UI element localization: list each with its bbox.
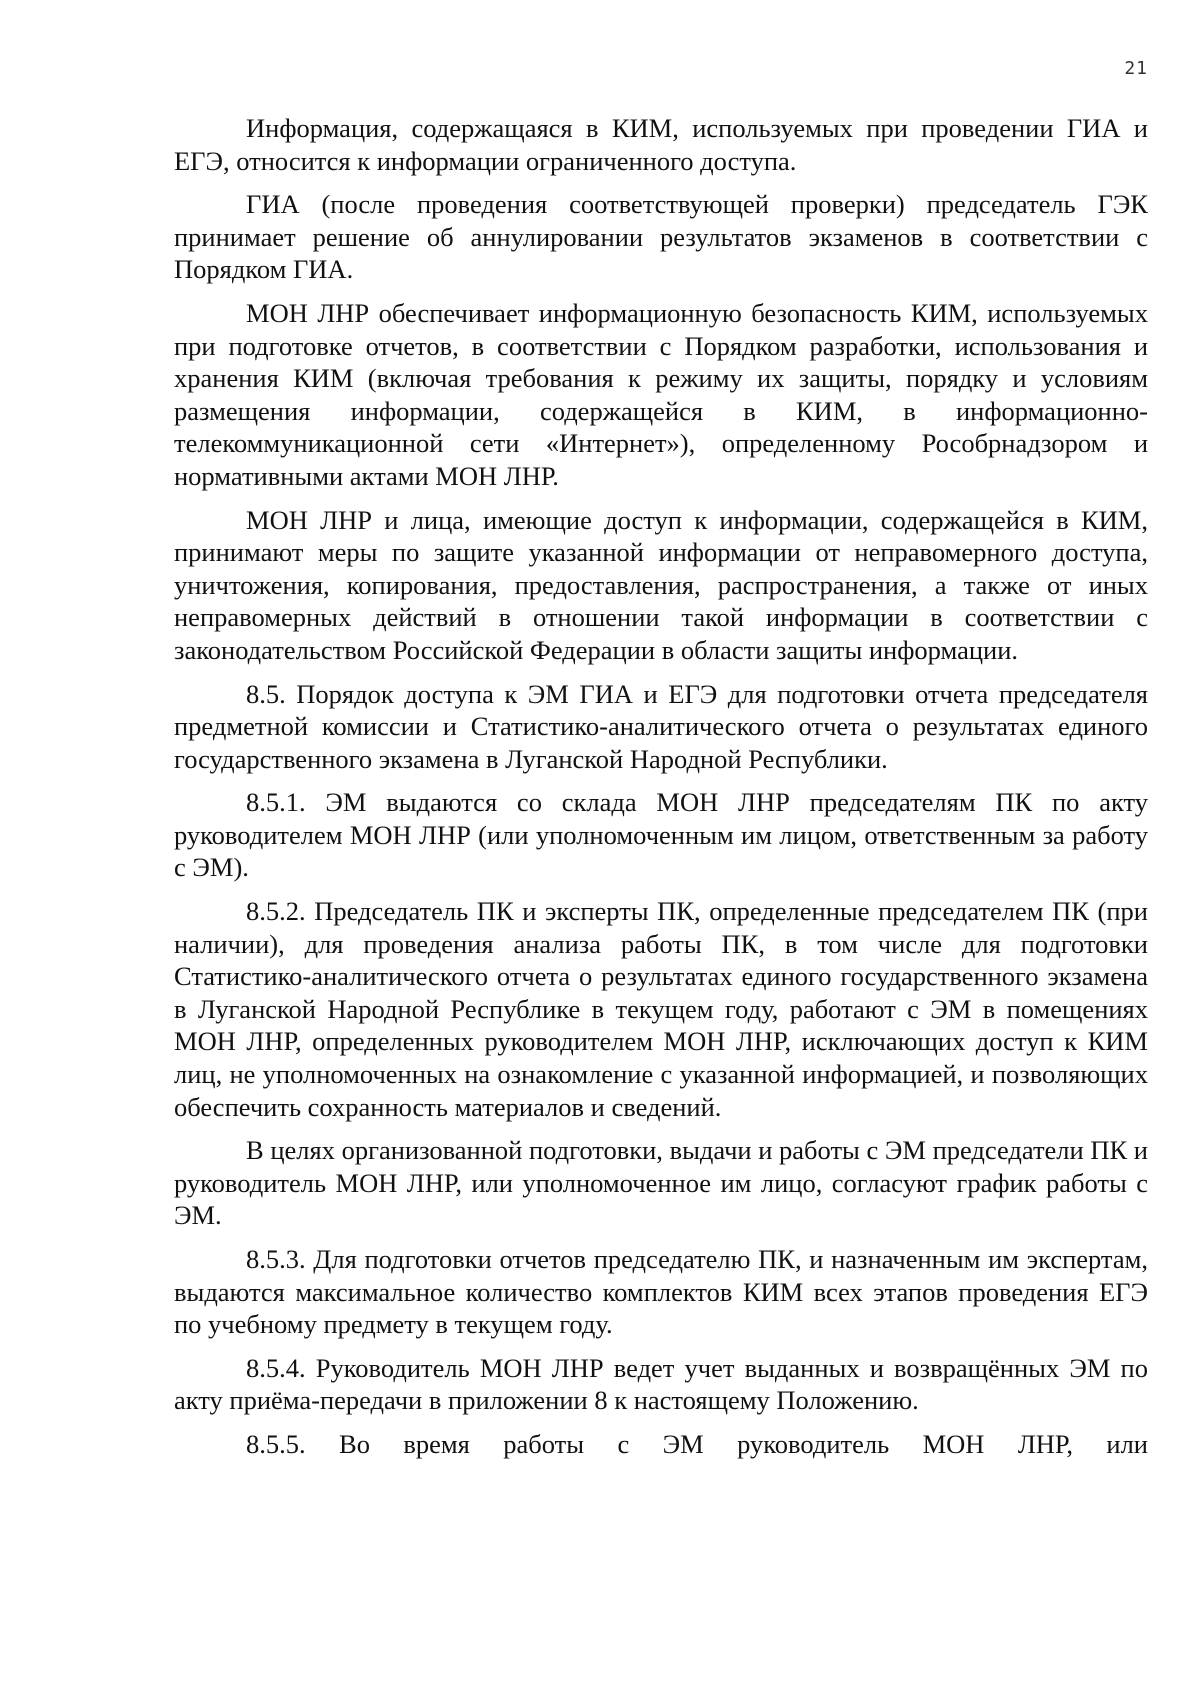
section-8-5-3: 8.5.3. Для подготовки отчетов председателю ПК, и назначенным им экспертам, выдаются максимальное количество комплектов КИМ всех этапов проведения ЕГЭ по учебному предмету в текущем году.	[174, 1244, 1148, 1340]
section-8-5-2: 8.5.2. Председатель ПК и эксперты ПК, определенные председателем ПК (при наличии), для проведения анализа работы ПК, в том числе для подготовки Статистико-аналитического отчета о результатах единого государственного экзамена в Луганской Народной Республике в текущем году, работают с ЭМ в помещениях МОН ЛНР, определенных руководителем МОН ЛНР, исключающих доступ к КИМ лиц, не уполномоченных на ознакомление с указанной информацией, и позволяющих обеспечить сохранность материалов и сведений.	[174, 896, 1148, 1122]
section-8-5-5: 8.5.5. Во время работы с ЭМ руководитель МОН ЛНР, или	[246, 1428, 1148, 1459]
paragraph-mon-security: МОН ЛНР обеспечивает информационную безопасность КИМ, используемых при подготовке отчетов, в соответствии с Порядком разработки, использования и хранения КИМ (включая требования к режиму их защиты, порядку и условиям размещения информации, содержащейся в КИМ, в информационно-телекоммуникационной сети «Интернет»), определенному Рособрнадзором и нормативными актами МОН ЛНР.	[174, 297, 1148, 491]
section-8-5-4: 8.5.4. Руководитель МОН ЛНР ведет учет выданных и возвращённых ЭМ по акту приёма-передачи в приложении 8 к настоящему Положению.	[174, 1352, 1148, 1416]
paragraph-gia-annulment: ГИА (после проведения соответствующей проверки) председатель ГЭК принимает решение об аннулировании результатов экзаменов в соответствии с Порядком ГИА.	[174, 189, 1148, 285]
paragraph-access-protection: МОН ЛНР и лица, имеющие доступ к информации, содержащейся в КИМ, принимают меры по защите указанной информации от неправомерного доступа, уничтожения, копирования, предоставления, распространения, а также от иных неправомерных действий в отношении такой информации в соответствии с законодательством Российской Федерации в области защиты информации.	[174, 504, 1148, 665]
page-number: 21	[1124, 58, 1148, 79]
paragraph-kim-restricted: Информация, содержащаяся в КИМ, используемых при проведении ГИА и ЕГЭ, относится к информации ограниченного доступа.	[174, 113, 1148, 176]
section-8-5: 8.5. Порядок доступа к ЭМ ГИА и ЕГЭ для подготовки отчета председателя предметной комиссии и Статистико-аналитического отчета о результатах единого государственного экзамена в Луганской Народной Республики.	[174, 678, 1148, 774]
document-body	[174, 112, 1148, 1472]
section-8-5-1: 8.5.1. ЭМ выдаются со склада МОН ЛНР председателям ПК по акту руководителем МОН ЛНР (или уполномоченным им лицом, ответственным за работу с ЭМ).	[174, 787, 1148, 883]
paragraph-schedule: В целях организованной подготовки, выдачи и работы с ЭМ председатели ПК и руководитель МОН ЛНР, или уполномоченное им лицо, согласуют график работы с ЭМ.	[174, 1135, 1148, 1231]
